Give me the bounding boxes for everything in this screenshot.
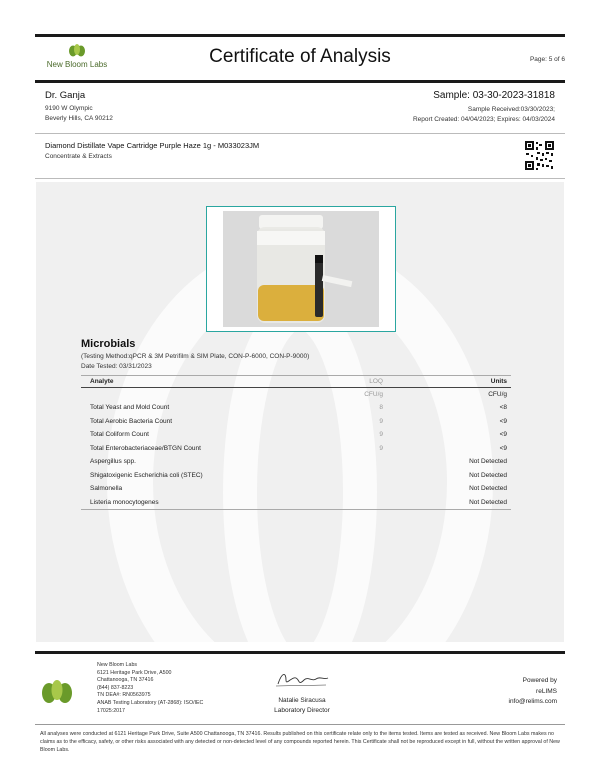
date-tested: Date Tested: 03/31/2023 — [81, 362, 152, 370]
microbials-section — [81, 338, 511, 510]
lab-info-line: New Bloom Labs — [97, 662, 138, 668]
product-block — [45, 141, 259, 160]
lab-info-line: (844) 837-8223 — [97, 684, 134, 691]
analyte-loq: 9 — [379, 431, 383, 439]
footer — [35, 656, 565, 722]
powered-by-block — [509, 676, 558, 708]
client-block — [45, 90, 113, 124]
analyte-result: <9 — [499, 417, 507, 425]
column-header-analyte: Analyte — [81, 376, 311, 388]
analyte-name: Total Yeast and Mold Count — [90, 404, 170, 412]
powered-by-label: Powered by — [522, 677, 557, 684]
analyte-loq: 9 — [379, 417, 383, 425]
page-title: Certificate of Analysis — [209, 46, 391, 67]
powered-by-name: reLIMS — [536, 687, 557, 695]
lab-contact-info — [97, 662, 203, 715]
table-row — [81, 482, 511, 496]
section-title: Microbials — [81, 338, 136, 350]
column-header-units: Units — [401, 376, 511, 388]
disclaimer: All analyses were conducted at 6121 Heritage Park Drive, Suite A500 Chattanooga, TN 37416. Results published on this certificate relate only to the items tested. Items are tested as received. New Bloom Labs makes no claims as to the efficacy, safety, or other risks associated with any detected or non-detected level of any compounds reported herein. This Certificate shall not be reproduced except in full, without the written approval of New Bloom Labs. — [40, 731, 560, 753]
header-bottom-rule — [35, 80, 565, 83]
analyte-loq — [311, 496, 401, 510]
results-panel — [36, 182, 564, 642]
page-number: Page: 5 of 6 — [529, 56, 565, 63]
product-category: Concentrate & Extracts — [45, 153, 112, 160]
signer-name: Natalie Siracusa — [278, 697, 326, 704]
header-top-rule — [35, 34, 565, 37]
lab-info-line: 6121 Heritage Park Drive, A500 — [97, 669, 172, 676]
sample-received: Sample Received:03/30/2023; — [467, 106, 555, 113]
analyte-name: Salmonella — [90, 485, 123, 493]
header — [35, 40, 565, 80]
testing-method: (Testing Method:qPCR & 3M Petrifilm & SIM Plate, CON-P-6000, CON-P-9000) — [81, 353, 310, 360]
analyte-name: Listeria monocytogenes — [90, 498, 159, 506]
table-row — [81, 455, 511, 469]
client-address-line: 9190 W Olympic — [45, 105, 93, 112]
table-row — [81, 415, 511, 429]
analyte-result: Not Detected — [469, 458, 507, 466]
analyte-name: Aspergillus spp. — [90, 458, 136, 466]
analyte-result: Not Detected — [469, 498, 507, 506]
analyte-result: Not Detected — [469, 471, 507, 479]
footer-top-rule — [35, 651, 565, 654]
report-dates: Report Created: 04/04/2023; Expires: 04/03/2024 — [412, 116, 555, 123]
signature-block — [257, 670, 347, 714]
analyte-result: <8 — [499, 404, 507, 412]
table-row — [81, 401, 511, 415]
logo-text: New Bloom Labs — [46, 60, 108, 69]
analyte-loq: 8 — [379, 404, 383, 412]
analyte-result: Not Detected — [469, 485, 507, 493]
signature-icon — [272, 670, 332, 690]
lab-info-line: ANAB Testing Laboratory (AT-2868): ISO/IEC — [97, 699, 204, 706]
unit-row — [81, 388, 511, 402]
divider — [35, 133, 565, 134]
footer-bottom-rule — [35, 724, 565, 725]
analyte-loq — [311, 455, 401, 469]
analyte-name: Shigatoxigenic Escherichia coli (STEC) — [90, 471, 203, 479]
microbials-table — [81, 375, 511, 510]
analyte-name: Total Coliform Count — [90, 431, 149, 439]
product-name: Diamond Distillate Vape Cartridge Purple Haze 1g - M033023JM — [45, 141, 260, 150]
powered-by-email[interactable]: info@relims.com — [508, 698, 557, 705]
lab-info-line: Chattanooga, TN 37416 — [97, 677, 154, 684]
leaf-icon — [41, 678, 73, 704]
column-header-loq: LOQ — [311, 376, 401, 388]
divider — [35, 178, 565, 179]
result-unit: CFU/g — [488, 391, 507, 398]
table-row — [81, 469, 511, 483]
sample-photo — [223, 211, 379, 327]
lab-info-line: 17025:2017 — [97, 707, 125, 714]
table-header-row — [81, 376, 511, 388]
analyte-name: Total Aerobic Bacteria Count — [90, 417, 173, 425]
analyte-loq — [311, 469, 401, 483]
analyte-result: <9 — [499, 444, 507, 452]
sample-block — [413, 90, 555, 125]
analyte-name: Total Enterobacteriaceae/BTGN Count — [90, 444, 201, 452]
table-row — [81, 442, 511, 456]
table-row — [81, 428, 511, 442]
loq-unit: CFU/g — [364, 391, 383, 398]
analyte-loq — [311, 482, 401, 496]
client-name: Dr. Ganja — [45, 90, 86, 101]
sample-photo-frame — [206, 206, 396, 332]
analyte-result: <9 — [499, 431, 507, 439]
signer-title: Laboratory Director — [274, 707, 330, 714]
sample-id: Sample: 03-30-2023-31818 — [433, 90, 555, 101]
analyte-loq: 9 — [379, 444, 383, 452]
qr-code-icon[interactable] — [524, 140, 555, 171]
lab-info-line: TN DEA#: RN0563975 — [97, 692, 151, 699]
client-city-line: Beverly Hills, CA 90212 — [45, 115, 113, 122]
table-row — [81, 496, 511, 510]
